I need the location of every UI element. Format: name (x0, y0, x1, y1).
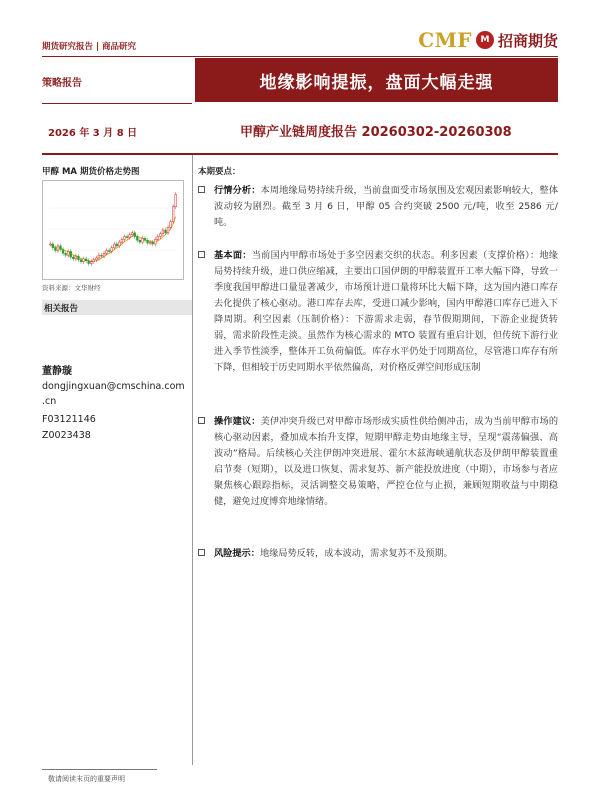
chart-candle (131, 233, 133, 235)
author-email[interactable]: dongjingxuan@cmschina.com (42, 381, 185, 392)
chart-candle (101, 255, 103, 256)
chart-source: 资料来源：文华财经 (42, 284, 101, 292)
bullet-fundamentals (198, 248, 558, 376)
chart-candle (52, 244, 54, 248)
chart-candle (72, 257, 74, 259)
chart-candle (172, 207, 174, 222)
report-subtitle: 甲醇产业链周度报告 20260302-20260308 (240, 125, 512, 140)
bullet-label: 行情分析： (214, 185, 261, 196)
chart-candle (60, 246, 62, 250)
chart-candle (175, 194, 177, 206)
chart-candle (70, 251, 72, 257)
report-date: 2026 年 3 月 8 日 (48, 128, 138, 139)
logo-text: CMF (418, 28, 472, 52)
author-name: 董静璇 (42, 366, 72, 377)
bullet-label: 操作建议： (214, 416, 261, 427)
chart-candle (142, 238, 144, 242)
chart-candle (90, 262, 92, 264)
bullet-text: 美伊冲突升级已对甲醇市场形成实质性供给侧冲击，成为当前甲醇市场的核心驱动因素，叠加成本抬升支撑，短期甲醇走势由地缘主导，呈现“震荡偏强、高波动”格局。后续核心关注伊朗冲突进展、霍尔木兹海峡通航状态及伊朗甲醇装置重启节奏（短期），以及进口恢复、需求复苏、新产能投放进度（中期），市场参与者应聚焦核心跟踪指标，灵活调整交易策略，严控仓位与止损，兼顾短期收益与中期稳健，避免过度博弈地缘情绪。 (214, 416, 559, 507)
chart-candle (67, 251, 69, 255)
chart-candle (78, 256, 80, 260)
chart-candle (124, 237, 126, 240)
company-logo (418, 26, 558, 54)
chart-candle (144, 238, 146, 240)
square-bullet-icon (198, 186, 205, 193)
bullet-text: 本周地缘局势持续升级，当前盘面受市场氛围及宏观因素影响较大，整体波动较为剧烈。截至 3 月 6 日，甲醇 05 合约突破 2500 元/吨，收至 2586 元/吨。 (214, 185, 559, 228)
chart-candle (157, 237, 159, 240)
chart-title: 甲醇 MA 期货价格走势图 (42, 167, 140, 177)
chart-candle (129, 235, 131, 238)
chart-candle (83, 259, 85, 262)
chart-candle (65, 253, 67, 255)
sidebar-divider (192, 155, 193, 765)
bullet-label: 风险提示： (214, 548, 260, 559)
chart-candle (116, 244, 118, 246)
bullet-risk-warning (198, 546, 558, 562)
bullet-text: 地缘局势反转，成本波动，需求复苏不及预期。 (259, 548, 453, 559)
chart-candle (154, 239, 156, 244)
author-license-futures: F03121146 (42, 414, 96, 425)
chart-candle (134, 233, 136, 237)
chart-candle (136, 237, 138, 241)
square-bullet-icon (198, 417, 205, 424)
title-divider (42, 153, 558, 155)
square-bullet-icon (198, 251, 205, 258)
header-divider (42, 56, 558, 57)
report-title-banner: 地缘影响提振，盘面大幅走强 (195, 58, 558, 102)
author-license-advisory: Z0023438 (42, 430, 91, 441)
logo-mark-icon: M (476, 31, 494, 49)
chart-candle (162, 230, 164, 234)
bullet-text: 当前国内甲醇市场处于多空因素交织的状态。利多因素（支撑价格）：地缘局势持续升级，进口供应缩减，主要出口国伊朗的甲醇装置开工率大幅下降，导致一季度我国甲醇进口量显著减少，市场预计进口量将环比大幅下降，这为国内港口库存去化提供了核心驱动。港口库存去库，受进口减少影响，国内甲醇港口库存已进入下降周期。利空因素（压制价格）：下游需求走弱，春节假期期间，下游企业提货转弱，需求阶段性走淡。虽然作为核心需求的 MTO 装置有重启计划，但传统下游行业进入季节性淡季，整体开工负荷偏低。库存水平仍处于同期高位，尽管港口库存有所下降，但相较于历史同期水平依然偏高，对价格反弹空间形成压制 (214, 250, 558, 373)
chart-candle (93, 260, 95, 262)
author-email-suffix[interactable]: .cn (42, 396, 57, 407)
key-points-title: 本期要点： (198, 167, 241, 177)
chart-candle (49, 244, 51, 245)
chart-candle (121, 239, 123, 242)
square-bullet-icon (198, 549, 205, 556)
chart-candle (57, 246, 59, 251)
price-chart (42, 180, 184, 280)
chart-candle (170, 222, 172, 228)
chart-candle (152, 242, 154, 244)
chart-candle (139, 240, 141, 242)
report-type-tag: 策略报告 (42, 78, 82, 89)
chart-candle (159, 234, 161, 237)
chart-candle (167, 227, 169, 233)
bullet-trading-advice (198, 414, 558, 510)
chart-candle (113, 244, 115, 248)
chart-candle (119, 242, 121, 246)
report-category: 期货研究报告 | 商品研究 (42, 42, 137, 52)
chart-candle (88, 261, 90, 264)
chart-candle (75, 256, 77, 259)
chart-candle (147, 240, 149, 243)
price-chart-svg (43, 181, 183, 279)
chart-candle (98, 255, 100, 258)
bullet-label: 基本面： (214, 250, 252, 261)
footer-disclaimer: 敬请阅读末页的重要声明 (48, 775, 125, 783)
chart-candle (80, 260, 82, 262)
chart-candle (55, 248, 57, 251)
bullet-market-analysis (198, 183, 558, 231)
chart-candle (106, 251, 108, 254)
footer-divider (42, 769, 157, 770)
logo-chinese-name: 招商期货 (497, 31, 558, 50)
chart-candle (108, 251, 110, 252)
chart-candle (165, 230, 167, 233)
chart-candle (95, 258, 97, 260)
chart-candle (126, 237, 128, 238)
chart-candle (103, 253, 105, 256)
tag-divider (42, 103, 192, 104)
related-reports-header: 相关报告 (42, 300, 192, 315)
chart-candle (62, 250, 64, 254)
chart-candle (85, 259, 87, 261)
chart-candle (149, 242, 151, 243)
chart-candle (111, 248, 113, 252)
